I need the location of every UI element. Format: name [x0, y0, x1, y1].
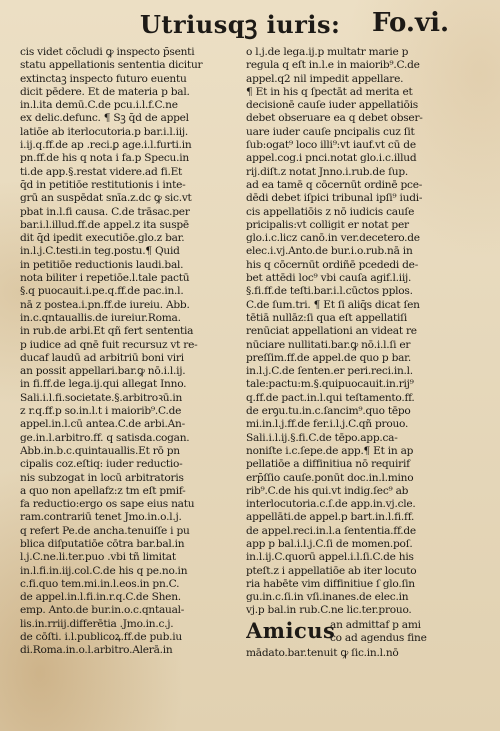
text-line: ria habēte vim diffinitiue ſ glo.ſin	[246, 577, 415, 590]
text-line: dēdi debet iſpici tribunal ipſi⁹ iudi-	[246, 192, 423, 205]
page-header	[0, 6, 500, 42]
text-line: ¶ Et in his q ſpectāt ad merita et	[246, 85, 413, 98]
text-line: in.l.j.C.de ſenten.er peri.reci.in.l.	[246, 365, 413, 378]
text-line: tale:pactu:m.§.quipuocauit.in.rij⁹	[246, 378, 414, 391]
text-line: ſub:ogat⁹ loco illi⁹:vt iauf.vt cū de	[246, 139, 416, 152]
text-line: in.l.ita demū.C.de pcu.i.l.f.C.ne	[20, 99, 178, 112]
right-text-column	[246, 46, 468, 660]
text-line: nis subzogat in locū arbitratoris	[20, 471, 184, 484]
text-line: cis appellatiōis z nō iudicis cauſe	[246, 205, 415, 218]
text-line: ram.contrariū tenet Jmo.in.o.l.j.	[20, 511, 182, 524]
text-line: §.fi.ff.de teſti.bar.i.l.cūctos pplos.	[246, 285, 413, 298]
text-line: dicit pēdere. Et de materia p bal.	[20, 85, 190, 98]
text-line: rij.diſt.z notat Jnno.i.rub.de ſup.	[246, 165, 408, 178]
text-line: appel.cog.i pnci.notat glo.i.c.illud	[246, 152, 417, 165]
running-title: Utriusqꝫ iuris:	[140, 10, 341, 39]
text-line: di.Roma.in.o.l.arbitro.Alerā.in	[20, 644, 173, 657]
text-line: appel.q2 nil impedit appellare.	[246, 72, 404, 85]
text-line: bar.i.l.illud.ff.de appel.z ita suspē	[20, 218, 189, 231]
text-line: noniſte i.c.ſepe.de app.¶ Et in ap	[246, 444, 414, 457]
text-line: lis.in.rriij.differētia .Jmo.in.c.j.	[20, 617, 174, 630]
text-line: extinctaꝫ inspecto futuro euentu	[20, 72, 187, 85]
text-line: elec.i.vj.Anto.de bur.i.o.rub.nā in	[246, 245, 413, 258]
text-line: rib⁹.C.de his qui.vt indig.ſec⁹ ab	[246, 484, 409, 497]
text-line: fa reductio:ergo os sape eius natu	[20, 498, 195, 511]
text-line: in petitiōe reductionis laudi.bal.	[20, 258, 184, 271]
text-line: pricipalis:vt colligit er notat per	[246, 218, 409, 231]
text-line: de appel.in.l.fi.in.r.q.C.de Shen.	[20, 591, 181, 604]
text-line: cipalis coz.eſtiq: iuder reductio-	[20, 458, 183, 471]
amicus-section-start	[246, 619, 468, 647]
text-line: mi.in.l.j.ff.de fer.i.l.j.C.qñ prouo.	[246, 418, 409, 431]
text-line: ad ea tamē q cōcernūt ordinē pce-	[246, 178, 423, 191]
text-line: latiōe ab iterlocutoria.p bar.i.l.iij.	[20, 125, 189, 138]
text-line: z r.q.ff.p so.in.l.t i maiorib⁹.C.de	[20, 405, 182, 418]
text-line: Abb.in.b.c.quintauallis.Et rō pn	[20, 444, 180, 457]
text-line: renūciat appellationi an videat re	[246, 325, 417, 338]
text-line: §.q puocauit.i.pe.q.ff.de pac.in.l.	[20, 285, 184, 298]
text-line: tētiā nullāz:ſi qua eſt appellatiſi	[246, 311, 407, 324]
text-line: emp. Anto.de bur.in.o.c.qntaual-	[20, 604, 185, 617]
text-line: in.l.ij.C.quorū appel.i.l.ſi.C.de his	[246, 551, 414, 564]
text-line: app p bal.i.l.j.C.ſi de momen.poſ.	[246, 537, 413, 550]
text-line: o l.j.de lega.ij.p multatr marie p	[246, 46, 409, 58]
text-line: blica diſputatiōe cōtra bar.bal.in	[20, 537, 185, 550]
text-line: in fi.ff.de lega.ij.qui allegat Inno.	[20, 378, 187, 391]
text-line: debet obseruare ea q debet obser-	[246, 112, 423, 125]
text-line: bet attēdi loc⁹ vbi cauſa agif.l.iij.	[246, 272, 412, 285]
left-text-column	[20, 46, 238, 658]
text-line: nā z postea.i.pn.ff.de iureiu. Abb.	[20, 298, 190, 311]
amicus-initial-word: Amicus	[246, 617, 336, 643]
text-line: interlocutoria.c.ſ.de app.in.vj.cle.	[246, 498, 416, 511]
text-line: pellatiōe a diffinitiua nō requirif	[246, 458, 410, 471]
text-line: preſſim.ff.de appel.de quo p bar.	[246, 351, 411, 364]
text-line: an possit appellari.bar.ꝙ nō.i.l.ij.	[20, 365, 186, 378]
text-line: mādato.bar.tenuit ꝙ ſic.in.l.nō	[246, 646, 399, 659]
text-line: nota biliter i repetiōe.l.tale pactū	[20, 272, 190, 285]
text-line: erp̄ſſio cauſe.ponūt doc.in.l.mino	[246, 471, 414, 484]
text-line: in rub.de arbi.Et qñ fert sententia	[20, 325, 194, 338]
text-line: pbat in.l.fi causa. C.de trāsac.per	[20, 205, 190, 218]
text-line: de cōſti. i.l.publicoꝝ.ff.de pub.iu	[20, 631, 182, 644]
text-line: in.l.fi.in.iij.col.C.de his q pe.no.in	[20, 564, 188, 577]
text-line: nūciare nullitati.bar.ꝙ nō.i.l.ſi er	[246, 338, 411, 351]
text-line: a quo non apellafz:z tm eſt pmif-	[20, 484, 186, 497]
text-line: appel.in.l.cū antea.C.de arbi.An-	[20, 418, 185, 431]
right-column-lower-text	[246, 647, 468, 660]
text-line: de appel.reci.in.l.a ſententia.ff.de	[246, 524, 416, 537]
text-line: q.ff.de pact.in.l.qui teſtamento.ff.	[246, 391, 415, 404]
text-line: regula q eſt in.l.e in maiorib⁹.C.de	[246, 59, 420, 72]
text-line: in.l.j.C.testi.in teg.postu.¶ Quid	[20, 245, 180, 258]
text-line: q̄d in petitiōe restitutionis i inte-	[20, 178, 186, 191]
text-line: c.fi.quo tem.mi.in.l.eos.in pn.C.	[20, 577, 180, 590]
text-line: ti.de app.§.restat videre.ad fi.Et	[20, 165, 183, 178]
text-line: de erꝯu.tu.in.c.ſancim⁹.quo tēpo	[246, 405, 411, 418]
text-line: Sali.i.l.ij.§.fi.C.de tēpo.app.ca-	[246, 431, 398, 444]
text-line: uare iuder cauſe pncipalis cuz ſit	[246, 125, 415, 138]
text-line: his q cōcernūt ordiñē pcededi de-	[246, 258, 419, 271]
text-line: dit q̄d ipedit executiōe.glo.z bar.	[20, 232, 185, 245]
text-line: ge.in.l.arbitro.ff. q satisda.cogan.	[20, 431, 190, 444]
text-line: gu.in.c.ſi.in vſi.inanes.de elec.in	[246, 591, 409, 604]
text-line: ex delic.defunc. ¶ Sꝫ q̄d de appel	[20, 112, 189, 125]
text-line: pteſt.z i appellatiōe ab iter locuto	[246, 564, 417, 577]
text-line: p iudice ad qnē fuit recursuz vt re-	[20, 338, 198, 351]
text-line: ducaf laudū ad arbitriū boni viri	[20, 351, 184, 364]
text-line: glo.i.c.licz canō.in ver.decetero.de	[246, 232, 420, 245]
text-line: appellāti.de appel.p bart.in.l.fi.ff.	[246, 511, 415, 524]
text-line: decisionē cauſe iuder appellatiōis	[246, 99, 418, 112]
text-line: C.de ſum.tri. ¶ Et ſi aliq̄s dicat ſen	[246, 298, 420, 311]
amicus-line-2: co ad agendus fine	[330, 631, 427, 644]
text-line: grū an suspēdat snīa.z.dc ꝙ sic.vt	[20, 192, 192, 205]
text-line: in.c.qntauallis.de iureiur.Roma.	[20, 311, 181, 324]
folio-number: Fo.vi.	[372, 8, 450, 38]
text-line: vj.p bal.in rub.C.ne lic.ter.prouo.	[246, 604, 412, 617]
text-line: statu appellationis sententia dicitur	[20, 59, 203, 72]
amicus-line-1: an admittaf p ami	[330, 618, 421, 631]
text-line: Sali.i.l.fi.societate.§.arbitroꝛū.in	[20, 391, 183, 404]
text-line: pn.ff.de his q nota i fa.p Specu.in	[20, 152, 189, 165]
text-line: q refert Pe.de ancha.tenuiſſe i pu	[20, 524, 190, 537]
text-line: cis videt cōcludi ꝙ inspecto p̄senti	[20, 46, 195, 58]
text-line: i.ij.q.ff.de ap .reci.ꝑ age.i.l.furti.in	[20, 139, 192, 152]
right-column-upper-text	[246, 46, 468, 618]
text-line: l.j.C.ne.li.ter.puo .vbi tñ limitat	[20, 551, 176, 564]
